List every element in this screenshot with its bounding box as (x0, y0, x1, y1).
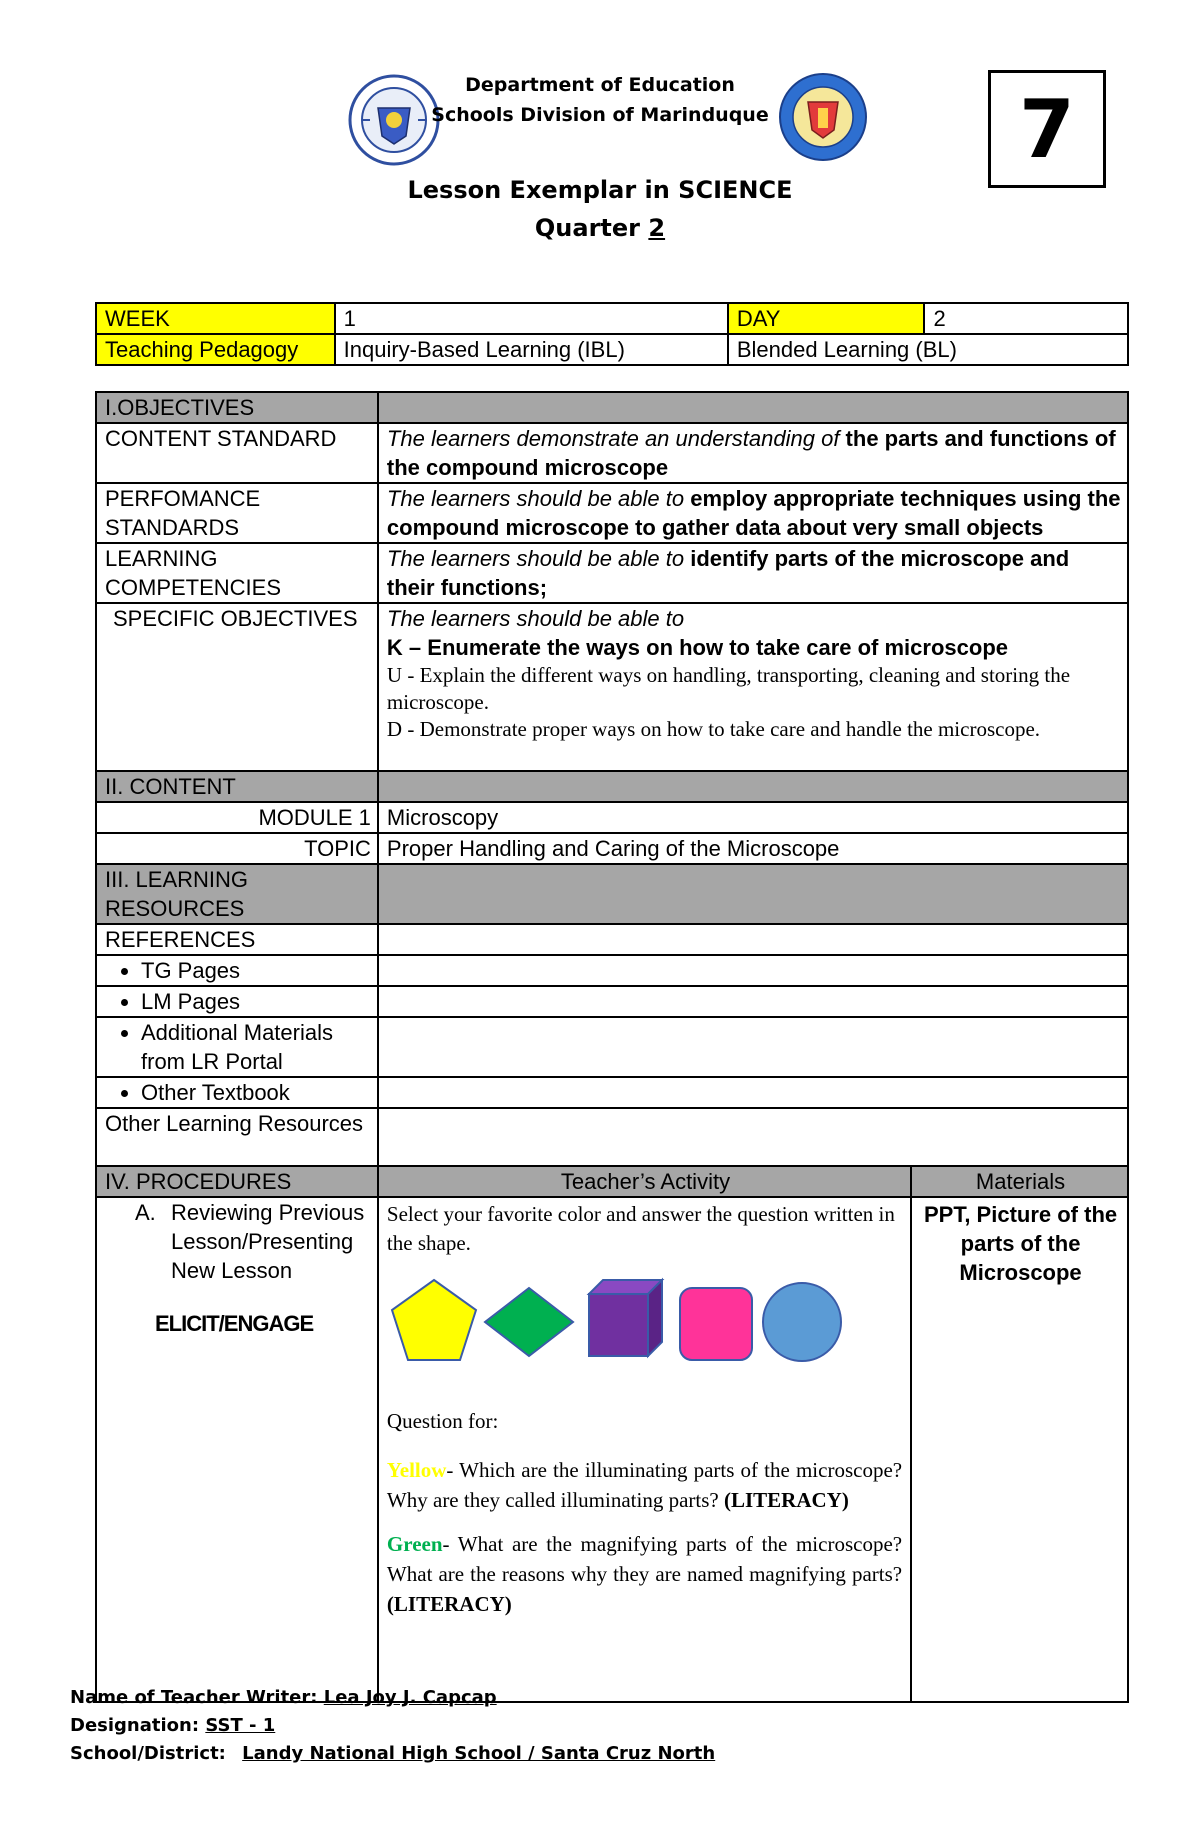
yellow-literacy-tag: (LITERACY) (723, 1488, 849, 1512)
week-label: WEEK (96, 303, 335, 334)
other-learning-resources-label: Other Learning Resources (96, 1108, 378, 1166)
learning-competencies-label: LEARNING COMPETENCIES (96, 543, 378, 603)
content-heading-fill (378, 771, 1128, 802)
green-literacy-tag: (LITERACY) (386, 1592, 512, 1616)
content-standard-label: CONTENT STANDARD (96, 423, 378, 483)
additional-materials-row (96, 1017, 378, 1077)
writer-label: Name of Teacher Writer: (70, 1687, 318, 1708)
school-value: Landy National High School / Santa Cruz North (242, 1743, 716, 1764)
green-diamond-shape[interactable] (485, 1288, 573, 1356)
green-question (387, 1529, 904, 1619)
content-standard-text: the parts and functions of the compound microscope (386, 426, 1116, 480)
activity-instruction: Select your favorite color and answer the question written in the shape. (386, 1202, 895, 1255)
performance-standards-label: PERFOMANCE STANDARDS (96, 483, 378, 543)
quarter-line (0, 214, 1200, 242)
specific-objectives-cell (378, 603, 1128, 771)
competencies-text: identify parts of the microscope and their functions; (386, 546, 1070, 600)
topic-label: TOPIC (96, 833, 378, 864)
green-label: Green (386, 1532, 443, 1556)
content-standard-cell (378, 423, 1128, 483)
other-learning-resources-value (378, 1108, 1128, 1166)
learning-resources-heading-fill (378, 864, 1128, 924)
quarter-value: 2 (648, 214, 666, 242)
purple-cube-shape[interactable] (589, 1294, 648, 1356)
document-title: Lesson Exemplar in SCIENCE (407, 176, 793, 204)
topic-value: Proper Handling and Caring of the Microscope (378, 833, 1128, 864)
week-value: 1 (335, 303, 728, 334)
content-heading: II. CONTENT (96, 771, 378, 802)
division-seal-right (778, 72, 868, 162)
pedagogy-value-2: Blended Learning (BL) (728, 334, 1128, 365)
yellow-pentagon-shape[interactable] (392, 1280, 476, 1360)
other-textbook-row (96, 1077, 378, 1108)
tg-pages-row (96, 955, 378, 986)
tg-pages-value (378, 955, 1128, 986)
question-for-label: Question for: (386, 1409, 499, 1433)
specific-objectives-label: SPECIFIC OBJECTIVES (96, 603, 378, 771)
references-value (378, 924, 1128, 955)
references-label: REFERENCES (96, 924, 378, 955)
performance-intro: The learners should be able to (386, 486, 685, 511)
lm-pages-label: • LM Pages (141, 987, 371, 1016)
other-textbook-value (378, 1077, 1128, 1108)
teacher-writer-line (70, 1684, 497, 1712)
yellow-question-text: - Which are the illuminating parts of the microscope? Why are they called illuminating parts? (386, 1458, 903, 1512)
objective-d: D - Demonstrate proper ways on how to take care and handle the microscope. (386, 717, 1041, 741)
module-label: MODULE 1 (96, 802, 378, 833)
day-label: DAY (728, 303, 925, 334)
learning-competencies-cell (378, 543, 1128, 603)
objectives-heading-fill (378, 392, 1128, 423)
department-name: Department of Education (465, 74, 735, 96)
objective-k: K – Enumerate the ways on how to take care of microscope (386, 635, 1008, 660)
designation-line (70, 1712, 275, 1740)
school-label: School/District: (70, 1743, 226, 1764)
additional-materials-label: • Additional Materials from LR Portal (141, 1018, 371, 1076)
learning-resources-heading: III. LEARNING RESOURCES (96, 864, 378, 924)
division-name: Schools Division of Marinduque (431, 104, 769, 126)
lesson-info-table (95, 302, 1129, 366)
procedures-heading: IV. PROCEDURES (96, 1166, 378, 1197)
yellow-label: Yellow (386, 1458, 447, 1482)
tg-pages-label: • TG Pages (141, 956, 371, 985)
step-a-label: Reviewing Previous Lesson/Presenting New Lesson (171, 1200, 365, 1283)
specific-intro: The learners should be able to (386, 606, 685, 631)
step-a-letter: A. (135, 1200, 156, 1225)
purple-cube-side (648, 1280, 662, 1356)
green-question-text: - What are the magnifying parts of the microscope? What are the reasons why they are named magnifying parts? (386, 1532, 903, 1586)
yellow-question (387, 1455, 904, 1515)
materials-cell (911, 1197, 1128, 1702)
writer-name: Lea Joy J. Capcap (323, 1687, 497, 1708)
module-value: Microscopy (378, 802, 1128, 833)
lm-pages-value (378, 986, 1128, 1017)
color-shapes (387, 1272, 847, 1372)
performance-standards-cell (378, 483, 1128, 543)
performance-text: employ appropriate techniques using the compound microscope to gather data about very small objects (386, 486, 1121, 540)
objective-u: U - Explain the different ways on handling, transporting, cleaning and storing the microscope. (386, 663, 1071, 714)
teacher-activity-heading: Teacher’s Activity (378, 1166, 911, 1197)
lm-pages-row (96, 986, 378, 1017)
lesson-plan-table (95, 391, 1129, 1703)
grade-level-box: 7 (988, 70, 1106, 188)
phase-label: ELICIT/ENGAGE (155, 1311, 314, 1336)
designation-value: SST - 1 (205, 1715, 276, 1736)
pedagogy-value: Inquiry-Based Learning (IBL) (335, 334, 728, 365)
teacher-activity-cell (378, 1197, 911, 1702)
objectives-heading: I.OBJECTIVES (96, 392, 378, 423)
pink-square-shape[interactable] (680, 1288, 752, 1360)
additional-materials-value (378, 1017, 1128, 1077)
school-district-line (70, 1740, 774, 1768)
pedagogy-label: Teaching Pedagogy (96, 334, 335, 365)
quarter-label: Quarter (534, 214, 641, 242)
materials-text: PPT, Picture of the parts of the Microscope (923, 1202, 1118, 1285)
procedure-step-a (96, 1197, 378, 1702)
competencies-intro: The learners should be able to (386, 546, 685, 571)
blue-circle-shape[interactable] (763, 1283, 841, 1361)
other-textbook-label: • Other Textbook (141, 1078, 371, 1107)
materials-heading: Materials (911, 1166, 1128, 1197)
day-value: 2 (924, 303, 1128, 334)
content-standard-intro: The learners demonstrate an understanding of (386, 426, 840, 451)
designation-label: Designation: (70, 1715, 200, 1736)
